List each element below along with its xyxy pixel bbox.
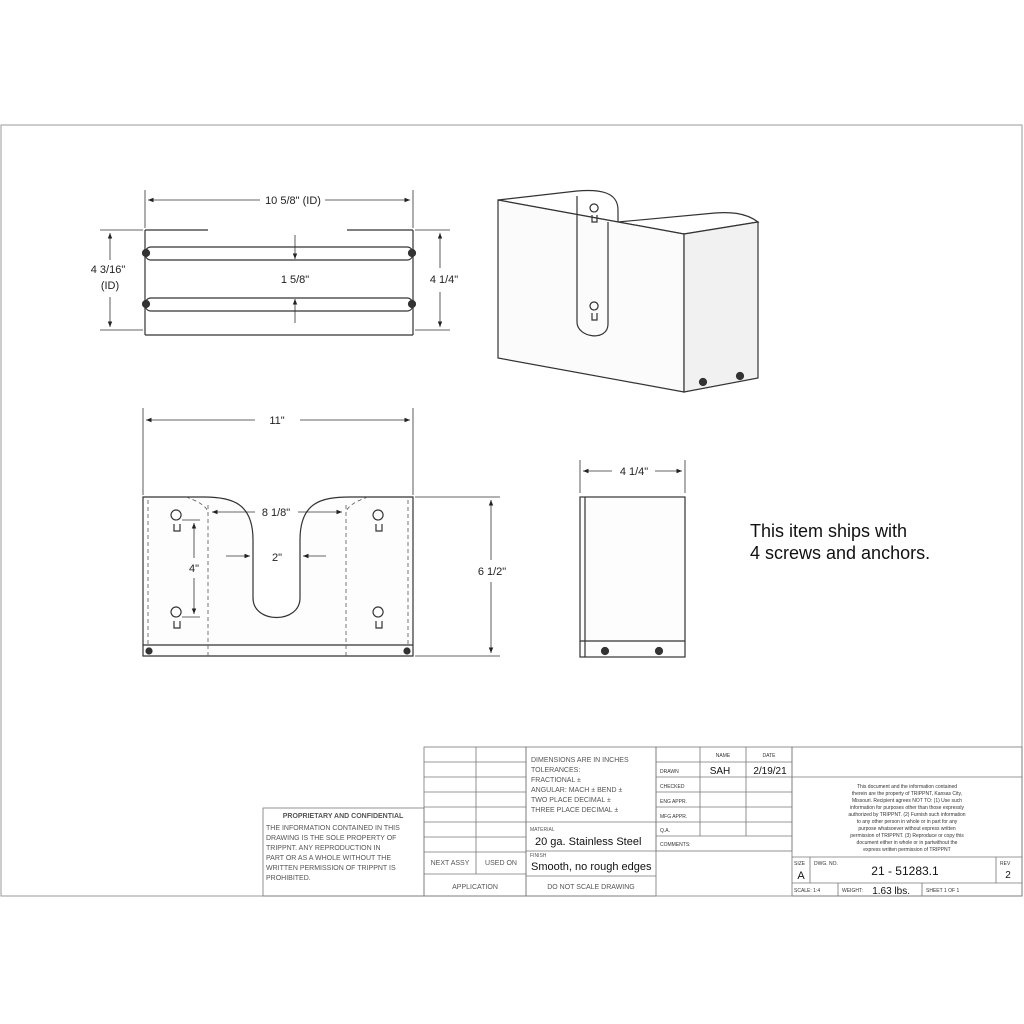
weight-value: 1.63 lbs. bbox=[872, 886, 910, 897]
used-on-label: USED ON bbox=[485, 860, 517, 867]
note-line-1: This item ships with bbox=[750, 521, 908, 541]
approval-row-label: ENG APPR. bbox=[660, 799, 687, 805]
legal-line: permission of TRIPPNT. (3) Reproduce or copy this bbox=[850, 833, 964, 839]
dim-front-slot-inner: 2" bbox=[271, 552, 283, 564]
tolerance-line: FRACTIONAL ± bbox=[531, 777, 581, 784]
legal-line: information for purposes other than those expressly bbox=[850, 805, 964, 811]
drawing-number-block bbox=[794, 861, 1011, 897]
dim-top-width: 10 5/8" (ID) bbox=[265, 195, 321, 207]
dim-side-width: 4 1/4" bbox=[619, 466, 649, 478]
tolerance-block bbox=[530, 757, 652, 891]
finish-value: Smooth, no rough edges bbox=[531, 861, 652, 873]
approval-row-date: 2/19/21 bbox=[753, 766, 787, 777]
legal-line: therein are the property of TRIPPNT, Kansas City, bbox=[851, 791, 963, 797]
proprietary-line: PROHIBITED. bbox=[266, 875, 311, 882]
size-label: SIZE bbox=[794, 861, 806, 867]
proprietary-line: WRITTEN PERMISSION OF TRIPPNT IS bbox=[266, 865, 396, 872]
proprietary-line: TRIPPNT. ANY REPRODUCTION IN bbox=[266, 845, 381, 852]
material-value: 20 ga. Stainless Steel bbox=[535, 836, 642, 848]
size-value: A bbox=[797, 870, 805, 882]
dim-front-height: 6 1/2" bbox=[477, 566, 507, 578]
isometric-view bbox=[498, 190, 758, 392]
tolerance-line: DIMENSIONS ARE IN INCHES bbox=[531, 757, 629, 764]
legal-line: purpose whatsoever without express written bbox=[858, 826, 956, 832]
tolerance-line: TWO PLACE DECIMAL ± bbox=[531, 797, 611, 804]
tolerance-line: TOLERANCES: bbox=[531, 767, 581, 774]
tolerance-line: THREE PLACE DECIMAL ± bbox=[531, 807, 619, 814]
dim-top-height-left: 4 3/16" bbox=[90, 264, 126, 276]
legal-line: authorized by TRIPPNT. (2) Furnish such information bbox=[848, 812, 966, 818]
front-view bbox=[143, 497, 413, 656]
legal-block bbox=[848, 784, 965, 853]
dwg-number-label: DWG. NO. bbox=[814, 861, 838, 867]
proprietary-block bbox=[266, 813, 404, 882]
top-view bbox=[143, 230, 416, 335]
dim-top-height-left-id: (ID) bbox=[100, 280, 120, 292]
legal-line: to any other person in whole or in part for any bbox=[856, 819, 958, 825]
approvals-block bbox=[660, 753, 787, 848]
dwg-number-value: 21 - 51283.1 bbox=[871, 864, 939, 878]
weight-label: WEIGHT: bbox=[842, 888, 863, 894]
proprietary-line: DRAWING IS THE SOLE PROPERTY OF bbox=[266, 835, 397, 842]
comments-label: COMMENTS: bbox=[660, 842, 691, 848]
tolerance-line: ANGULAR: MACH ± BEND ± bbox=[531, 787, 623, 794]
proprietary-line: PART OR AS A WHOLE WITHOUT THE bbox=[266, 855, 391, 862]
application-label: APPLICATION bbox=[452, 884, 498, 891]
scale-label: SCALE: 1:4 bbox=[794, 888, 821, 894]
finish-label: FINISH bbox=[530, 853, 547, 859]
approval-row-name: SAH bbox=[709, 766, 731, 777]
side-view bbox=[580, 497, 685, 657]
rev-value: 2 bbox=[1005, 870, 1011, 881]
approval-row-label: MFG APPR. bbox=[660, 814, 688, 820]
dim-top-middle: 1 5/8" bbox=[280, 274, 310, 286]
dim-front-width: 11" bbox=[269, 415, 285, 427]
legal-line: Missouri. Recipient agrees NOT TO: (1) Use such bbox=[851, 798, 963, 804]
dim-front-keyhole-spacing: 4" bbox=[188, 563, 200, 575]
proprietary-line: THE INFORMATION CONTAINED IN THIS bbox=[266, 825, 400, 832]
next-assy-label: NEXT ASSY bbox=[430, 860, 470, 867]
approval-row-label: CHECKED bbox=[660, 784, 685, 790]
rev-label: REV bbox=[1000, 861, 1011, 867]
approval-row-label: Q.A. bbox=[660, 828, 671, 834]
proprietary-title: PROPRIETARY AND CONFIDENTIAL bbox=[282, 813, 404, 820]
approvals-date-header: DATE bbox=[762, 753, 776, 759]
legal-line: This document and the information contained bbox=[856, 784, 958, 790]
do-not-scale-label: DO NOT SCALE DRAWING bbox=[547, 884, 635, 891]
legal-line: express written permission of TRIPPNT bbox=[863, 847, 951, 853]
approvals-name-header: NAME bbox=[715, 753, 731, 759]
legal-line: document either in whole or in partwithout the bbox=[856, 840, 958, 846]
sheet-label: SHEET 1 OF 1 bbox=[926, 888, 960, 894]
note-line-2: 4 screws and anchors. bbox=[750, 543, 931, 563]
dim-front-slot-outer: 8 1/8" bbox=[261, 507, 291, 519]
dim-top-height-right: 4 1/4" bbox=[429, 274, 459, 286]
approval-row-label: DRAWN bbox=[660, 769, 679, 775]
material-label: MATERIAL bbox=[530, 827, 555, 833]
